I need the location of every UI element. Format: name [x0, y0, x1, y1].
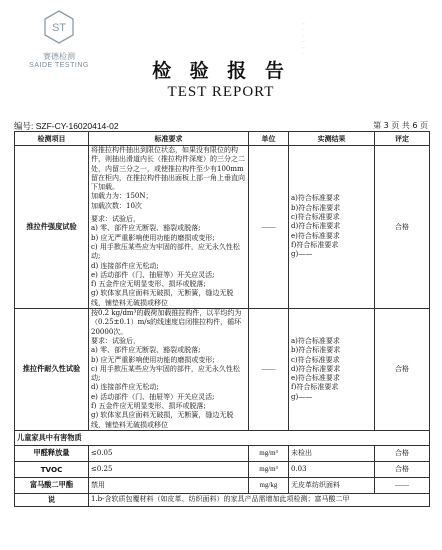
row-verdict: 合格 — [375, 445, 430, 461]
report-title-en: TEST REPORT — [167, 84, 275, 100]
test-results-table — [14, 131, 430, 507]
table-header-row — [15, 132, 430, 146]
row-verdict: —— — [375, 477, 430, 493]
row-result: a)符合标准要求 b)符合标准要求 c)符合标准要求 d)符合标准要求 e)符合标准要求 f)符合标准要求 g)—— — [289, 309, 375, 431]
row-requirement: 将推拉构件抽出到限位状态，如果没有限位的构件，则抽出滑道内长（推拉构件深度）的三分之二处，内留三分之一，或使推拉构件至少有100mm留在柜内，在推拉构件抽出面板上部一角上垂直向下加载。 加载力为：150N； 加载次数：10次 要求：试验后， a) 零、部件应无断裂、豁裂或脱落; b) 应无严重影响使用功能的磨损或变形; c) 用手揿压某些应为牢固的部件，应无永久性松动; d) 连接部件应无松动; e) 活动部件（门、抽屉等）开关应灵活; f) 五金件应无明显变形、损坏或脱落; g) 软体家具应面料无破损，无断簧，缝边无脱线，铺垫料无破损或移位 — [89, 146, 249, 309]
page-indicator: 第 3 页 共 6 页 — [373, 121, 428, 130]
row-unit: mg/kg — [249, 477, 289, 493]
notes-row — [15, 493, 430, 506]
header-unit: 单位 — [249, 132, 289, 146]
row-result: a)符合标准要求 b)符合标准要求 c)符合标准要求 d)符合标准要求 e)符合标准要求 f)符合标准要求 g)—— — [289, 146, 375, 309]
report-title-cn: 检 验 报 告 — [152, 60, 290, 82]
row-result: 未检出 — [289, 445, 375, 461]
header-result: 实测结果 — [289, 132, 375, 146]
row-item: TVOC — [15, 461, 89, 477]
row-unit: —— — [249, 309, 289, 431]
row-item: 甲醛释放量 — [15, 445, 89, 461]
table-row — [15, 445, 430, 461]
notes-label: 说 — [15, 493, 89, 506]
table-row — [15, 461, 430, 477]
notes-text: 1.b-含软质包覆材料（如皮革、纺织面料）的家具产品需增加此项检测；富马酸二甲 — [89, 493, 430, 506]
row-unit: mg/m³ — [249, 445, 289, 461]
row-verdict: 合格 — [375, 461, 430, 477]
table-row — [15, 309, 430, 431]
section-header-row — [15, 430, 430, 445]
header-item: 检测项目 — [15, 132, 89, 146]
report-number: 编号: SZF-CY-16020414-02 — [14, 121, 119, 131]
letterhead-address: … … … … … … — [302, 21, 306, 55]
row-item: 推拉件耐久性试验 — [15, 309, 89, 431]
row-item: 富马酸二甲酯 — [15, 477, 89, 493]
logo-name-en: SAIDE TESTING — [29, 62, 89, 69]
row-requirement: 按0.2 kg/dm³的载荷加载推拉构件，以平均约为（0.25±0.1）m/s的线速度启闭推拉构件，循环20000次。 要求：试验后， a) 零、部件应无断裂、豁裂或脱落; b) 应无严重影响使用功能的磨损或变形; c) 用手揿压某些应为牢固的部件，应无永久性松动; d) 连接部件应无松动; e) 活动部件（门、抽屉等）开关应灵活; f) 五金件应无明显变形、损坏或脱落; g) 软体家具应面料无破损，无断簧，缝边无脱线，铺垫料无破损或移位 — [89, 309, 249, 431]
row-verdict: 合格 — [375, 309, 430, 431]
header-verdict: 评定 — [375, 132, 430, 146]
row-result: 0.03 — [289, 461, 375, 477]
row-requirement: 禁用 — [89, 477, 249, 493]
row-requirement: ≤0.05 — [89, 445, 249, 461]
table-row — [15, 477, 430, 493]
row-unit: mg/m³ — [249, 461, 289, 477]
row-unit: —— — [249, 146, 289, 309]
row-result: 无皮革纺织面料 — [289, 477, 375, 493]
row-verdict: 合格 — [375, 146, 430, 309]
row-requirement: ≤0.25 — [89, 461, 249, 477]
hexagon-logo-icon — [42, 10, 76, 44]
section-title: 儿童家具中有害物质 — [15, 430, 430, 445]
row-item: 推拉件强度试验 — [15, 146, 89, 309]
svg-text:ST: ST — [51, 22, 67, 34]
logo-name-cn: 赛德检测 — [43, 52, 75, 61]
header-requirement: 标准要求 — [89, 132, 249, 146]
table-row — [15, 146, 430, 309]
